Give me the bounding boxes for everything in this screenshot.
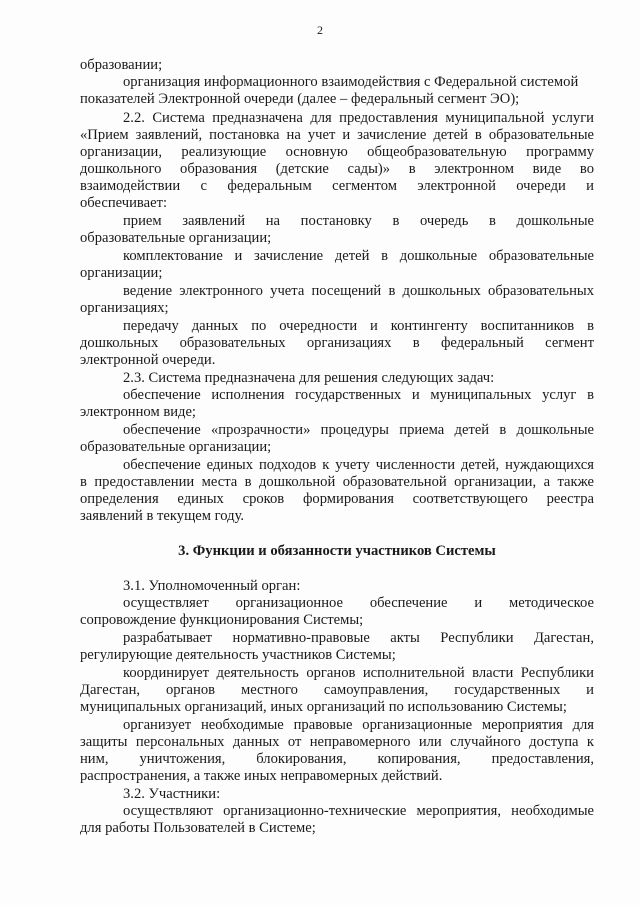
text-line: организации; <box>80 265 163 281</box>
text-line: разрабатывает нормативно-правовые акты Республики Дагестан, <box>123 630 594 646</box>
text-line: защиты персональных данных от неправомерного или случайного доступа к <box>80 734 594 750</box>
text-line: обеспечение «прозрачности» процедуры приема детей в дошкольные <box>123 422 594 438</box>
text-line: распространения, а также иных неправомерных действий. <box>80 768 443 784</box>
text-line: взаимодействии с федеральным сегментом электронной очереди и <box>80 178 594 194</box>
page-number: 2 <box>317 23 323 37</box>
text-line: организации, реализующие основную общеобразовательную программу <box>80 144 594 160</box>
text-line: обеспечивает: <box>80 195 168 211</box>
text-line: образовательные организации; <box>80 439 272 455</box>
text-line: образовании; <box>80 57 163 73</box>
section-heading: 3. Функции и обязанности участников Системы <box>178 543 496 559</box>
text-line: для работы Пользователей в Системе; <box>80 820 316 836</box>
text-line: прием заявлений на постановку в очередь в дошкольные <box>123 213 594 229</box>
text-line: обеспечение единых подходов к учету численности детей, нуждающихся <box>123 457 594 473</box>
text-line: показателей Электронной очереди (далее – федеральный сегмент ЭО); <box>80 91 520 107</box>
text-line: сопровождение функционирования Системы; <box>80 612 364 628</box>
text-line: дошкольного образования (детские сады)» в электронном виде во <box>80 161 594 177</box>
text-line: образовательные организации; <box>80 230 272 246</box>
text-line: определения единых сроков формирования соответствующего реестра <box>80 491 594 507</box>
text-line: обеспечение исполнения государственных и муниципальных услуг в <box>123 387 594 403</box>
text-line: 2.3. Система предназначена для решения следующих задач: <box>123 370 495 386</box>
text-line: Дагестан, органов местного самоуправления, государственных и <box>80 682 594 698</box>
text-line: в предоставлении места в дошкольной образовательной организации, а также <box>80 474 594 490</box>
text-line: комплектование и зачисление детей в дошкольные образовательные <box>123 248 594 264</box>
text-line: дошкольных образовательных организациях в федеральный сегмент <box>80 335 594 351</box>
text-line: организациях; <box>80 300 169 316</box>
text-line: осуществляют организационно-технические мероприятия, необходимые <box>123 803 594 819</box>
text-line: «Прием заявлений, постановка на учет и зачисление детей в образовательные <box>80 127 594 143</box>
text-line: 3.1. Уполномоченный орган: <box>123 578 301 594</box>
text-line: заявлений в текущем году. <box>80 508 245 524</box>
text-line: 2.2. Система предназначена для предоставления муниципальной услуги <box>123 110 594 126</box>
text-line: координирует деятельность органов исполнительной власти Республики <box>123 665 594 681</box>
text-line: организация информационного взаимодействия с Федеральной системой <box>123 74 579 90</box>
text-line: электронной очереди. <box>80 352 216 368</box>
text-line: муниципальных организаций, иных организаций по использованию Системы; <box>80 699 567 715</box>
text-line: передачу данных по очередности и контингенту воспитанников в <box>123 318 594 334</box>
text-line: ним, уничтожения, блокирования, копирования, предоставления, <box>80 751 594 767</box>
text-line: регулирующие деятельность участников Системы; <box>80 647 396 663</box>
text-line: 3.2. Участники: <box>123 786 221 802</box>
text-line: осуществляет организационное обеспечение и методическое <box>123 595 594 611</box>
text-line: организует необходимые правовые организационные мероприятия для <box>123 717 594 733</box>
text-line: электронном виде; <box>80 404 196 420</box>
text-line: ведение электронного учета посещений в дошкольных образовательных <box>123 283 594 299</box>
